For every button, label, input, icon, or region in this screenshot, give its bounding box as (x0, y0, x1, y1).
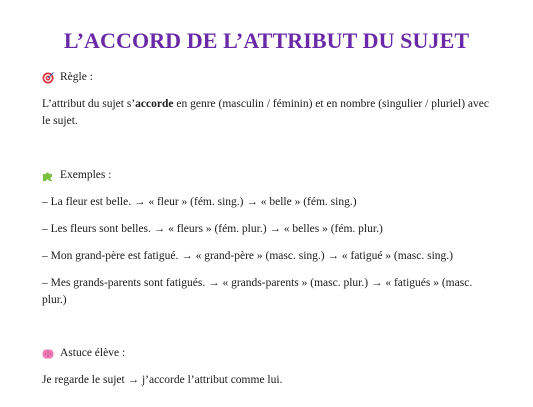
examples-heading (42, 167, 497, 184)
examples-heading-label: Exemples : (60, 169, 112, 181)
rule-heading-label: Règle : (60, 71, 93, 83)
tip-heading-label: Astuce élève : (60, 347, 126, 359)
example-text: – Mon grand-père est fatigué. → « grand-père » (masc. sing.) → « fatigué » (masc. sing.) (42, 250, 454, 262)
example-text: – Les fleurs sont belles. → « fleurs » (fém. plur.) → « belles » (fém. plur.) (42, 223, 383, 235)
rule-text-block (42, 96, 497, 130)
tip-text-block (42, 372, 497, 389)
puzzle-piece-icon (42, 170, 54, 182)
example-item-2 (42, 221, 497, 238)
examples-section (42, 167, 497, 184)
tip-heading (42, 345, 497, 362)
example-item-1 (42, 194, 497, 211)
rule-text-start: L’attribut du sujet s’ (42, 98, 136, 110)
rule-text-end: en genre (masculin / féminin) et en nombre (singulier / pluriel) avec le sujet. (42, 98, 489, 127)
tip-text: Je regarde le sujet → j’accorde l’attribut comme lui. (42, 374, 283, 386)
target-icon (42, 72, 54, 84)
example-text: – La fleur est belle. → « fleur » (fém. sing.) → « belle » (fém. sing.) (42, 196, 357, 208)
example-item-3 (42, 248, 497, 265)
rule-text (42, 96, 497, 130)
rule-text-bold: accorde (135, 98, 174, 110)
rule-heading (42, 69, 497, 86)
rule-section (42, 69, 497, 86)
example-item-4 (42, 275, 497, 309)
page-title: L’ACCORD DE L’ATTRIBUT DU SUJET (63, 28, 470, 53)
tip-section (42, 345, 497, 362)
brain-icon (42, 348, 54, 360)
example-text: – Mes grands-parents sont fatigués. → « grands-parents » (masc. plur.) → « fatigués » (masc. plur.) (42, 277, 473, 306)
